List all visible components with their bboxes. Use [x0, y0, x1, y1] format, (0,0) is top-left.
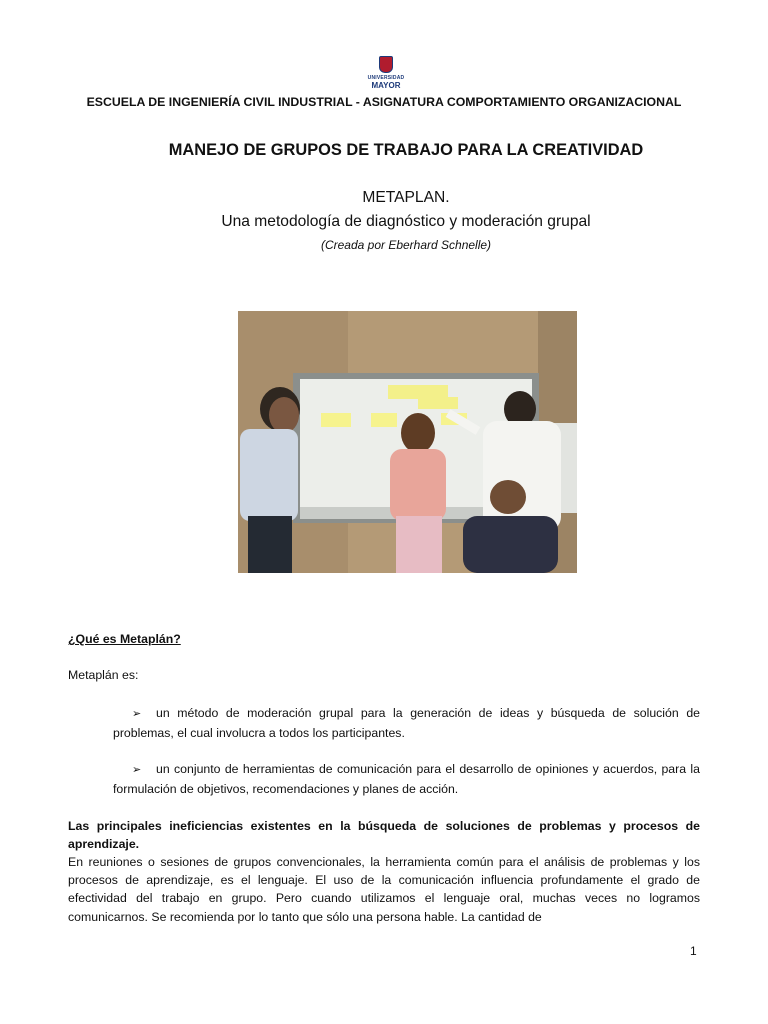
document-title: MANEJO DE GRUPOS DE TRABAJO PARA LA CREATIVIDAD	[168, 141, 644, 159]
paragraph-body: En reuniones o sesiones de grupos convencionales, la herramienta común para el análisis de problemas y los procesos de aprendizaje, es el lenguaje. El uso de la comunicación influencia profundamente el grado de efectividad del trabajo en grupo. Pero cuando utilizamos el lenguaje oral, muchas veces no logramos comunicarnos. Se recomienda por lo tanto que sólo una persona hable. La cantidad de	[68, 855, 700, 924]
arrow-bullet-icon: ➢	[132, 708, 142, 720]
author-credit: (Creada por Eberhard Schnelle)	[320, 238, 492, 252]
list-item	[113, 760, 700, 799]
metaplan-heading: METAPLAN.	[362, 189, 450, 206]
school-header: ESCUELA DE INGENIERÍA CIVIL INDUSTRIAL - ASIGNATURA COMPORTAMIENTO ORGANIZACIONAL	[86, 95, 682, 109]
logo-university-text: UNIVERSIDAD	[367, 75, 405, 81]
section-intro: Metaplán es:	[68, 668, 139, 682]
document-subtitle: Una metodología de diagnóstico y moderación grupal	[221, 213, 591, 230]
university-logo	[366, 50, 406, 96]
shield-icon	[379, 56, 393, 73]
section-heading: ¿Qué es Metaplán?	[68, 632, 181, 646]
paragraph-heading: Las principales ineficiencias existentes en la búsqueda de soluciones de problemas y procesos de aprendizaje.	[68, 819, 700, 851]
list-item	[113, 704, 700, 743]
arrow-bullet-icon: ➢	[132, 764, 142, 776]
workshop-photo	[238, 311, 577, 573]
list-item-text: un conjunto de herramientas de comunicación para el desarrollo de opiniones y acuerdos, para la formulación de objetivos, recomendaciones y planes de acción.	[113, 762, 700, 796]
page-number: 1	[690, 944, 697, 958]
logo-mayor-text: MAYOR	[371, 81, 401, 90]
list-item-text: un método de moderación grupal para la generación de ideas y búsqueda de solución de problemas, el cual involucra a todos los participantes.	[113, 706, 700, 740]
